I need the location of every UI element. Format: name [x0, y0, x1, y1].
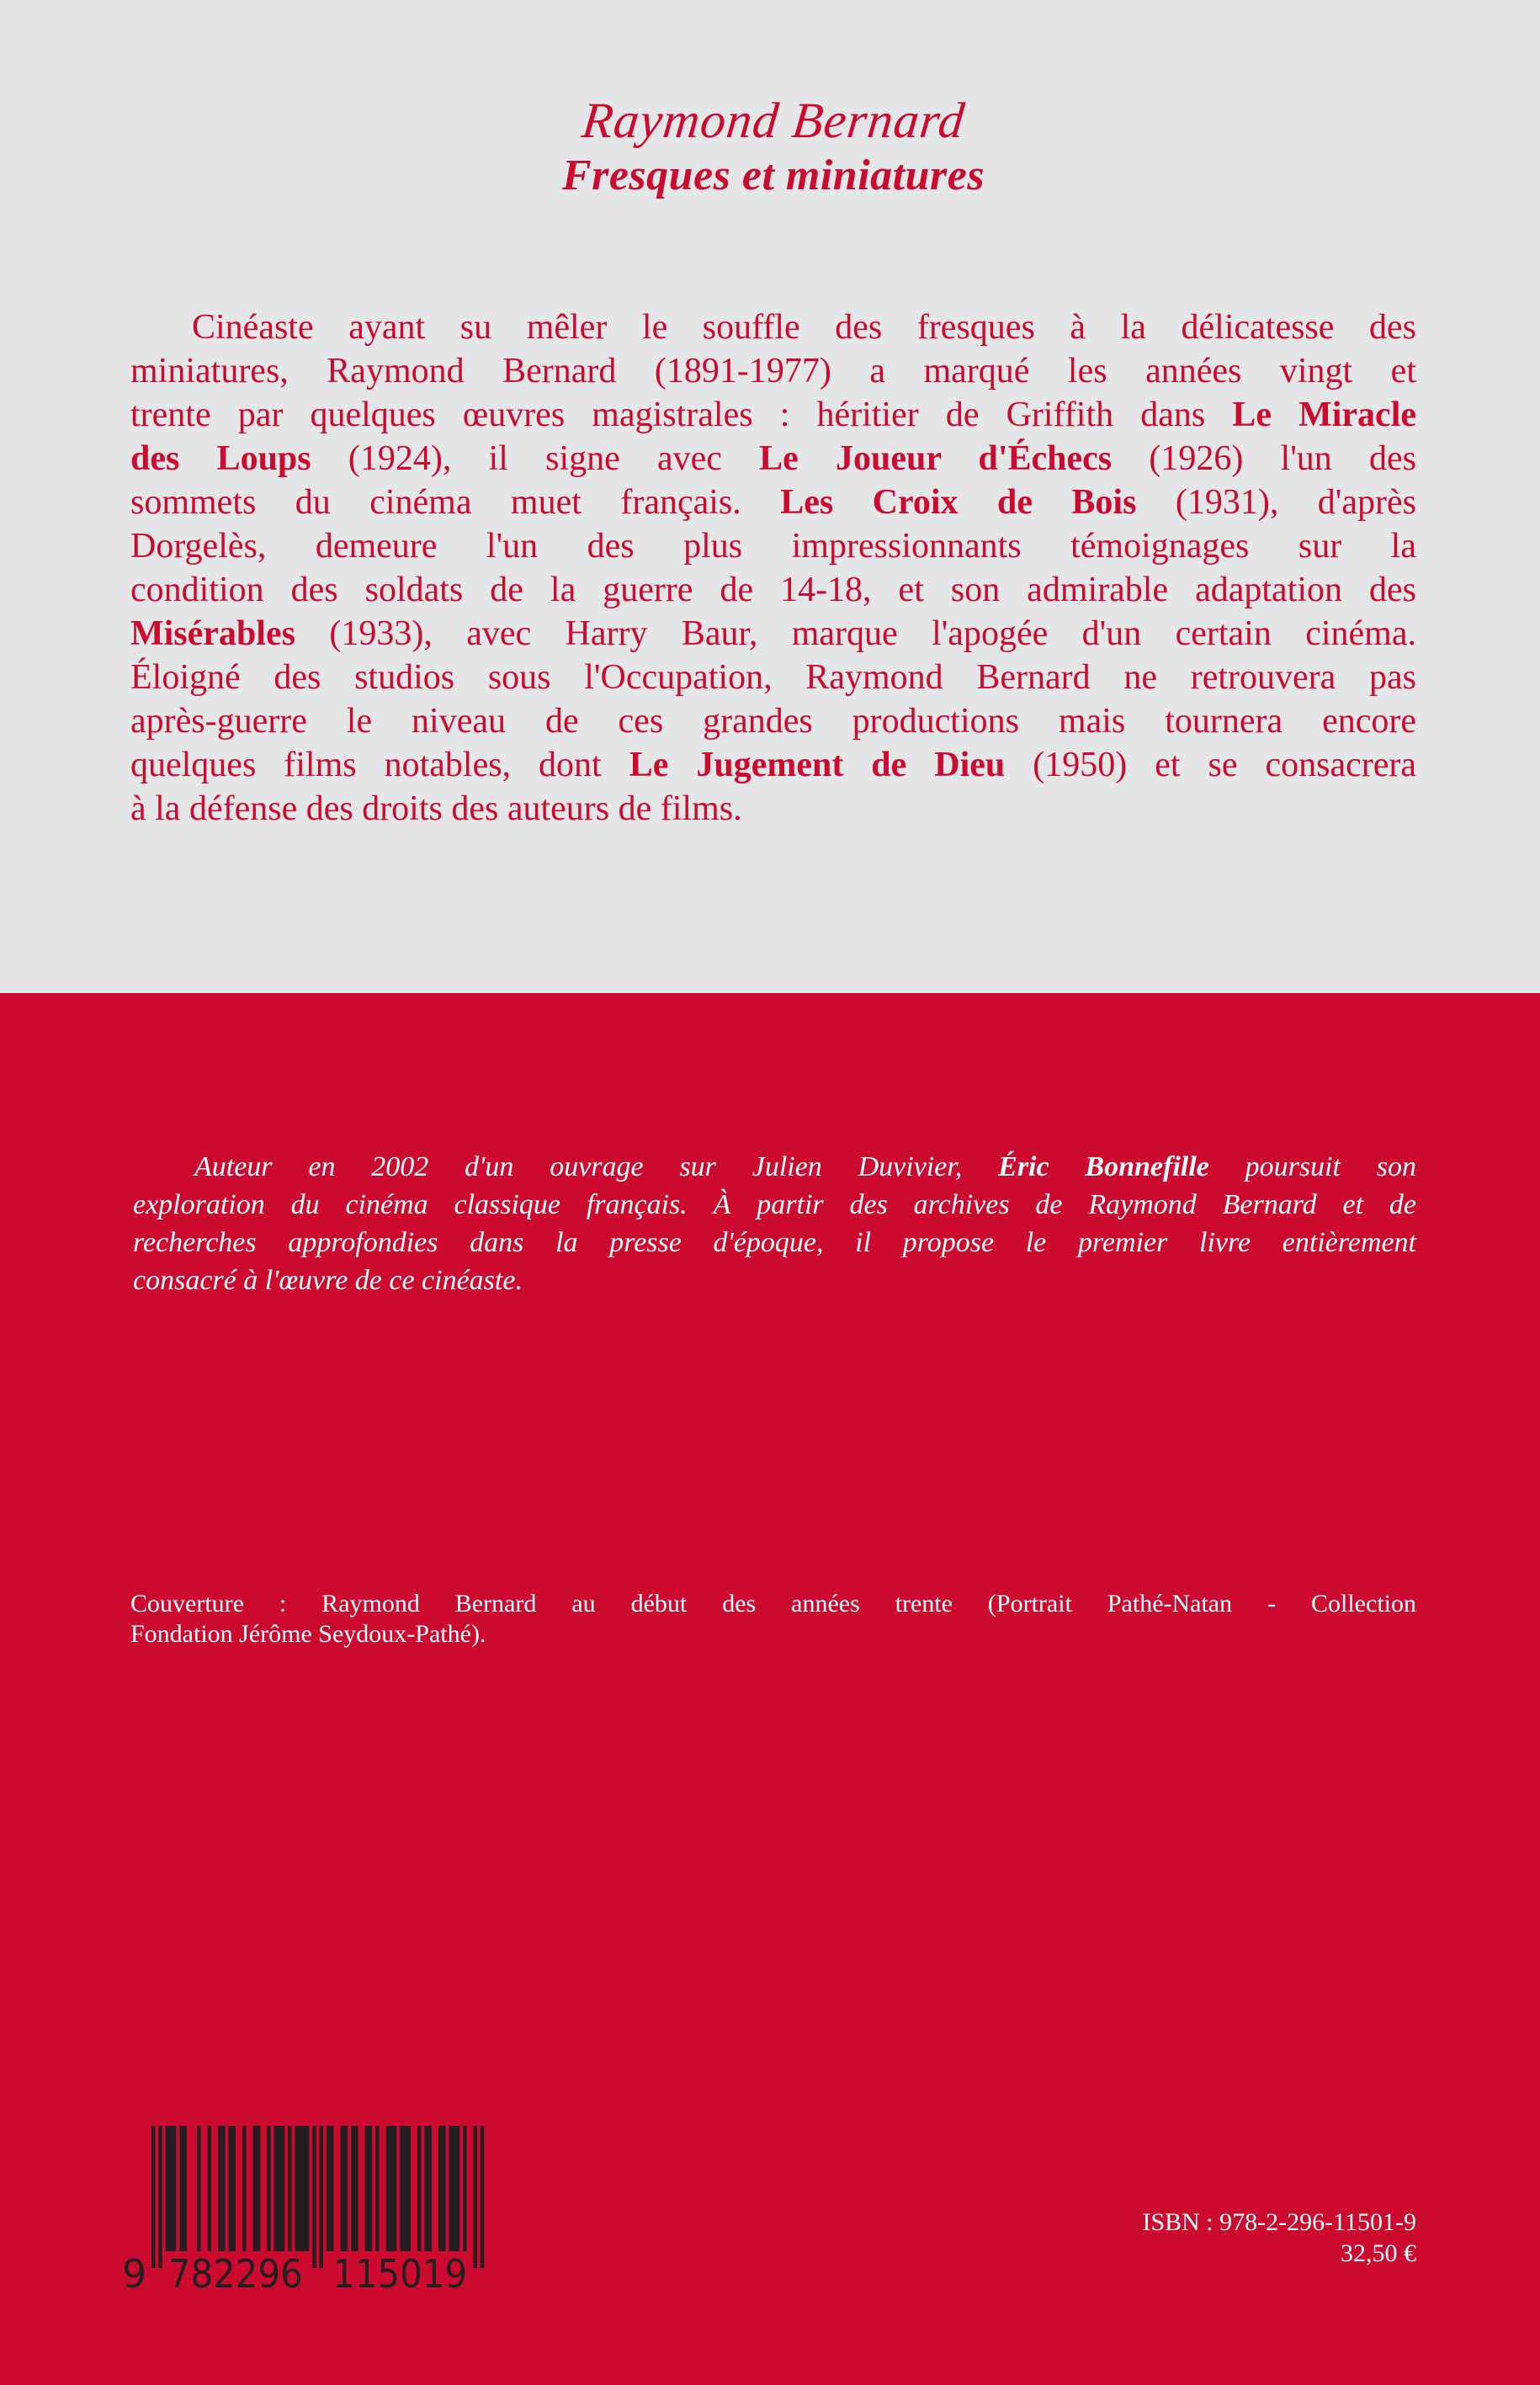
text-run: Éloigné des studios sous l'Occupation, Raymond Bernard ne retrouvera pas: [130, 658, 1416, 697]
text-line: [130, 743, 1416, 787]
barcode-digits: 9: [122, 2251, 147, 2297]
author-name: Raymond Bernard: [579, 93, 968, 148]
cover-credit: [130, 1589, 1416, 1649]
text-line: [130, 787, 1416, 831]
barcode-digits: 115019: [332, 2251, 468, 2297]
text-run: (1950) et se consacrera: [1005, 746, 1416, 784]
barcode-icon: [118, 2121, 505, 2297]
bold-title: Le Jugement de Dieu: [629, 746, 1006, 784]
text-run: consacré à l'œuvre de ce cinéaste.: [133, 1265, 523, 1296]
text-line: [130, 612, 1416, 656]
text-run: (1924), il signe avec: [311, 439, 760, 478]
text-run: (1926) l'un des: [1112, 439, 1416, 478]
summary-paragraph: [130, 305, 1416, 831]
bold-title: Misérables: [130, 614, 295, 653]
book-title: Fresques et miniatures: [561, 151, 985, 199]
text-run: Fondation Jérôme Seydoux-Pathé).: [130, 1620, 486, 1648]
text-line: [130, 349, 1416, 393]
text-run: miniatures, Raymond Bernard (1891-1977) a marqué les années vingt et: [130, 352, 1416, 390]
text-run: Couverture : Raymond Bernard au début des années trente (Portrait Pathé-Natan - Collection: [130, 1590, 1416, 1617]
text-run: exploration du cinéma classique français. À partir des archives de Raymond Bernard et de: [133, 1189, 1416, 1220]
text-line: [130, 568, 1416, 612]
text-line: [133, 1224, 1416, 1262]
text-line: [130, 305, 1416, 349]
text-line: [130, 393, 1416, 437]
text-line: [130, 524, 1416, 568]
text-run: (1933), avec Harry Baur, marque l'apogée d'un certain cinéma.: [295, 614, 1416, 653]
text-run: (1931), d'après: [1136, 483, 1416, 522]
bold-title: des Loups: [130, 439, 311, 478]
barcode-digits: 782296: [167, 2251, 303, 2297]
text-line: [130, 437, 1416, 481]
text-run: poursuit son: [1208, 1151, 1417, 1182]
price-label: 32,50 €: [1341, 2239, 1416, 2267]
text-line: [130, 1589, 1416, 1619]
text-line: [130, 1619, 1416, 1649]
title-block: [130, 91, 1416, 202]
text-run: Dorgelès, demeure l'un des plus impressionnants témoignages sur la: [130, 527, 1416, 566]
text-line: [130, 481, 1416, 524]
text-run: trente par quelques œuvres magistrales : héritier de Griffith dans: [130, 396, 1233, 434]
text-run: après-guerre le niveau de ces grandes productions mais tournera encore: [130, 702, 1416, 741]
text-run: recherches approfondies dans la presse d'époque, il propose le premier livre entièrement: [133, 1227, 1416, 1258]
text-run: quelques films notables, dont: [130, 746, 629, 784]
text-run: sommets du cinéma muet français.: [130, 483, 781, 522]
text-line: [133, 1262, 1416, 1299]
text-line: [133, 1186, 1416, 1224]
text-run: Auteur en 2002 d'un ouvrage sur Julien Duvivier,: [194, 1151, 999, 1182]
bold-title: Les Croix de Bois: [780, 483, 1137, 522]
text-line: [133, 1148, 1416, 1186]
isbn-label: ISBN : 978-2-296-11501-9: [1142, 2208, 1416, 2236]
isbn-price-block: [1142, 2207, 1416, 2269]
text-line: [130, 699, 1416, 743]
text-run: à la défense des droits des auteurs de films.: [130, 789, 742, 828]
text-run: condition des soldats de la guerre de 14-18, et son admirable adaptation des: [130, 571, 1416, 609]
author-bio-paragraph: [133, 1148, 1416, 1299]
text-line: [130, 656, 1416, 699]
text-run: Cinéaste ayant su mêler le souffle des fresques à la délicatesse des: [192, 308, 1416, 347]
bold-title: Éric Bonnefille: [998, 1151, 1209, 1182]
bold-title: Le Joueur d'Échecs: [759, 439, 1113, 478]
bold-title: Le Miracle: [1232, 396, 1416, 434]
